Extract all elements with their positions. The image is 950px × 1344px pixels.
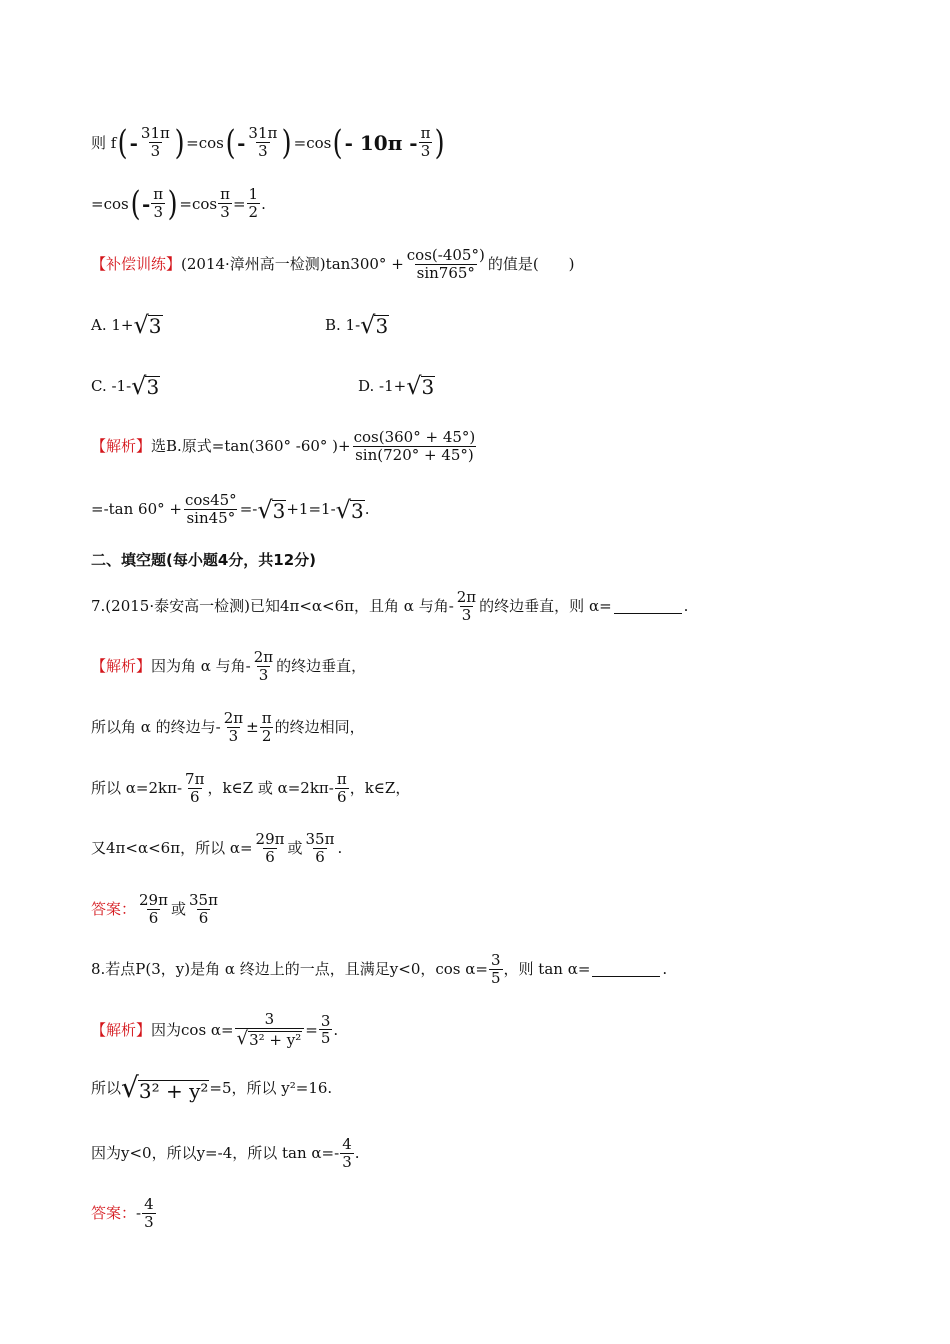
text: ，k∈Z 或 α=2kπ-	[207, 779, 334, 798]
analysis-7-a	[91, 650, 366, 683]
analysis-1	[91, 430, 478, 463]
compensation-exercise	[91, 248, 575, 281]
numerator: cos45°	[184, 491, 237, 509]
option-label: D. -1+	[358, 377, 407, 395]
analysis-7-c	[91, 772, 410, 805]
answer-blank	[592, 962, 660, 977]
fraction	[183, 493, 239, 526]
text: 选B.原式=tan(360° -60° )+	[151, 437, 351, 456]
denominator: 6	[148, 908, 159, 927]
text: .	[364, 500, 370, 519]
text: 的终边垂直，	[276, 657, 367, 676]
option-label: C. -1-	[91, 377, 132, 395]
text: 又4π<α<6π，所以 α=	[91, 839, 253, 858]
fraction	[489, 953, 503, 986]
numerator: 31π	[248, 124, 278, 143]
text: ±	[246, 718, 259, 737]
fraction	[335, 772, 349, 805]
text: 或	[170, 900, 186, 919]
text: 的终边相同，	[274, 718, 365, 737]
numerator: 1	[248, 185, 259, 204]
denominator: 2	[261, 726, 272, 745]
section-title: 二、填空题(每小题4分，共12分)	[91, 551, 317, 569]
paren-open: (	[130, 184, 141, 224]
radicand: 3² + y²	[249, 1031, 302, 1050]
text: 因为cos α=	[151, 1020, 234, 1039]
minus: -	[141, 192, 151, 216]
option-label: B. 1-	[325, 316, 361, 334]
numerator: π	[153, 185, 164, 204]
denominator: 3	[342, 1152, 352, 1171]
numerator: 31π	[140, 124, 170, 143]
question-7	[91, 590, 688, 623]
denominator: 3	[153, 203, 163, 222]
denominator: 6	[198, 908, 209, 927]
tag-label: 【补偿训练】	[91, 255, 182, 274]
fraction	[247, 187, 261, 220]
radicand: 3	[421, 375, 435, 399]
fraction	[319, 1011, 333, 1048]
paren-open: (	[332, 123, 343, 163]
text: =	[305, 1020, 318, 1039]
denominator: 6	[265, 847, 275, 866]
formula-line-1	[91, 123, 447, 163]
radical-sign: √	[406, 372, 422, 400]
paren-open: (	[225, 123, 236, 163]
answer-label: 答案：	[91, 900, 137, 919]
fraction	[137, 893, 170, 926]
text: 的终边垂直，则 α=	[479, 597, 612, 616]
numerator: 2π	[253, 648, 274, 666]
text: (2014·漳州高一检测)tan300° +	[181, 255, 404, 274]
fraction	[151, 187, 165, 220]
denominator: 3	[258, 665, 269, 684]
denominator: 3	[420, 142, 431, 161]
text: .	[662, 960, 668, 979]
denominator: 3	[461, 605, 472, 624]
text: =-	[239, 500, 258, 519]
radicand: 3	[350, 498, 364, 523]
fraction	[340, 1137, 354, 1170]
sqrt	[121, 1071, 209, 1104]
denominator: 3	[144, 1212, 154, 1231]
denominator: 5	[320, 1029, 331, 1048]
denominator: 3	[220, 203, 230, 222]
radical-sign: √	[236, 1027, 249, 1049]
radical-sign: √	[121, 1071, 139, 1104]
denominator: 3	[228, 726, 239, 745]
sqrt	[131, 374, 160, 398]
fraction	[455, 590, 478, 623]
sqrt	[335, 495, 365, 524]
text: =cos	[91, 194, 129, 213]
radicand: 3² + y²	[138, 1079, 209, 1103]
denominator: 2	[248, 203, 259, 222]
analysis-8-c	[91, 1137, 360, 1170]
numerator: 2π	[223, 709, 244, 727]
denominator: 3	[150, 142, 161, 161]
text: =-tan 60° +	[91, 500, 182, 519]
option-a	[91, 313, 163, 337]
radical-sign: √	[360, 311, 376, 339]
minus: -	[237, 131, 246, 155]
question-8	[91, 953, 667, 986]
fraction	[142, 1197, 156, 1230]
denominator: 6	[189, 787, 200, 806]
denominator: 5	[490, 968, 501, 987]
text: 则 f	[91, 133, 117, 152]
fraction	[187, 893, 220, 926]
radical-sign: √	[133, 311, 149, 339]
numerator: 2π	[456, 588, 477, 606]
tag-label: 【解析】	[91, 1020, 152, 1039]
paren-close: )	[435, 123, 446, 163]
sqrt	[360, 313, 389, 337]
numerator: 3	[264, 1010, 275, 1028]
text: .	[683, 597, 689, 616]
analysis-7-b	[91, 711, 365, 744]
text: 所以	[91, 1078, 122, 1097]
answer-7	[91, 893, 221, 926]
text: =cos	[293, 133, 332, 152]
inner-expression: - 10π -	[344, 131, 418, 155]
numerator: cos(360° + 45°)	[353, 428, 476, 446]
tag-label: 【解析】	[91, 657, 152, 676]
numerator: 29π	[139, 891, 168, 909]
analysis-1-continued	[91, 493, 369, 526]
minus: -	[129, 131, 138, 155]
sqrt	[133, 313, 162, 337]
text: .	[337, 839, 343, 858]
fraction	[252, 650, 275, 683]
minus: -	[136, 1204, 142, 1223]
numerator: 35π	[305, 830, 335, 848]
denominator: 6	[337, 787, 347, 806]
paren-open: (	[117, 123, 128, 163]
numerator: π	[261, 709, 272, 727]
radicand: 3	[146, 375, 160, 399]
text: =cos	[186, 133, 224, 152]
text: 所以角 α 的终边与-	[91, 718, 221, 737]
fraction	[260, 711, 274, 744]
fraction	[352, 430, 478, 463]
tag-label: 【解析】	[91, 437, 152, 456]
radical-sign: √	[257, 495, 273, 524]
text: ，k∈Z，	[349, 779, 411, 798]
numerator: π	[336, 770, 347, 788]
denominator: 3	[258, 142, 268, 161]
analysis-7-d	[91, 832, 342, 865]
text: +1=1-	[286, 500, 336, 519]
numerator: 3	[490, 951, 501, 969]
fraction	[246, 126, 279, 159]
denominator	[235, 1028, 305, 1049]
radicand: 3	[272, 498, 286, 523]
analysis-8-b	[91, 1071, 333, 1104]
fraction	[218, 187, 232, 220]
paren-close: )	[167, 184, 178, 224]
radicand: 3	[148, 314, 162, 338]
answer-blank	[614, 599, 682, 614]
numerator: 29π	[255, 830, 285, 848]
paren-close: )	[282, 123, 292, 163]
denominator: sin(720° + 45°)	[355, 445, 474, 464]
text: 或	[287, 839, 303, 858]
text: =cos	[179, 194, 218, 213]
option-label: A. 1+	[91, 316, 134, 334]
fraction	[304, 832, 337, 865]
fraction	[222, 711, 245, 744]
text: 7.(2015·泰安高一检测)已知4π<α<6π，且角 α 与角-	[91, 597, 454, 616]
text: 8.若点P(3，y)是角 α 终边上的一点，且满足y<0，cos α=	[91, 960, 488, 979]
text: .	[354, 1144, 360, 1163]
text: 所以 α=2kπ-	[91, 779, 183, 798]
option-c	[91, 374, 160, 398]
fraction	[139, 126, 172, 159]
answer-label: 答案：	[91, 1204, 137, 1223]
fraction	[254, 832, 287, 865]
fraction	[419, 126, 433, 159]
text: 因为y<0，所以y=-4，所以 tan α=-	[91, 1144, 340, 1163]
numerator: π	[220, 185, 230, 204]
radical-sign: √	[335, 495, 351, 524]
paren-close: )	[174, 123, 185, 163]
radical-sign: √	[131, 372, 147, 400]
fraction	[183, 772, 206, 805]
numerator: cos(-405°)	[406, 246, 485, 264]
numerator: 4	[342, 1135, 352, 1153]
text: .	[261, 194, 266, 213]
numerator: 4	[144, 1195, 154, 1213]
sqrt	[406, 374, 435, 398]
numerator: 35π	[188, 891, 218, 909]
fraction	[405, 248, 487, 281]
denominator: sin45°	[186, 508, 236, 527]
text: 因为角 α 与角-	[151, 657, 251, 676]
analysis-8-a	[91, 1012, 338, 1049]
text: =	[232, 194, 246, 213]
answer-8	[91, 1197, 157, 1230]
numerator: 7π	[185, 770, 205, 788]
text: =5，所以 y²=16.	[209, 1078, 333, 1097]
option-b	[325, 313, 389, 337]
text: 的值是( )	[487, 255, 575, 274]
numerator: 3	[320, 1011, 331, 1030]
text: ，则 tan α=	[503, 960, 591, 979]
denominator: sin765°	[416, 263, 475, 282]
denominator: 6	[315, 847, 325, 866]
option-d	[358, 374, 435, 398]
sqrt	[257, 495, 286, 524]
text: .	[333, 1020, 339, 1039]
radicand: 3	[375, 314, 389, 338]
formula-line-2	[91, 184, 266, 224]
fraction	[235, 1012, 305, 1049]
numerator: π	[420, 124, 431, 143]
